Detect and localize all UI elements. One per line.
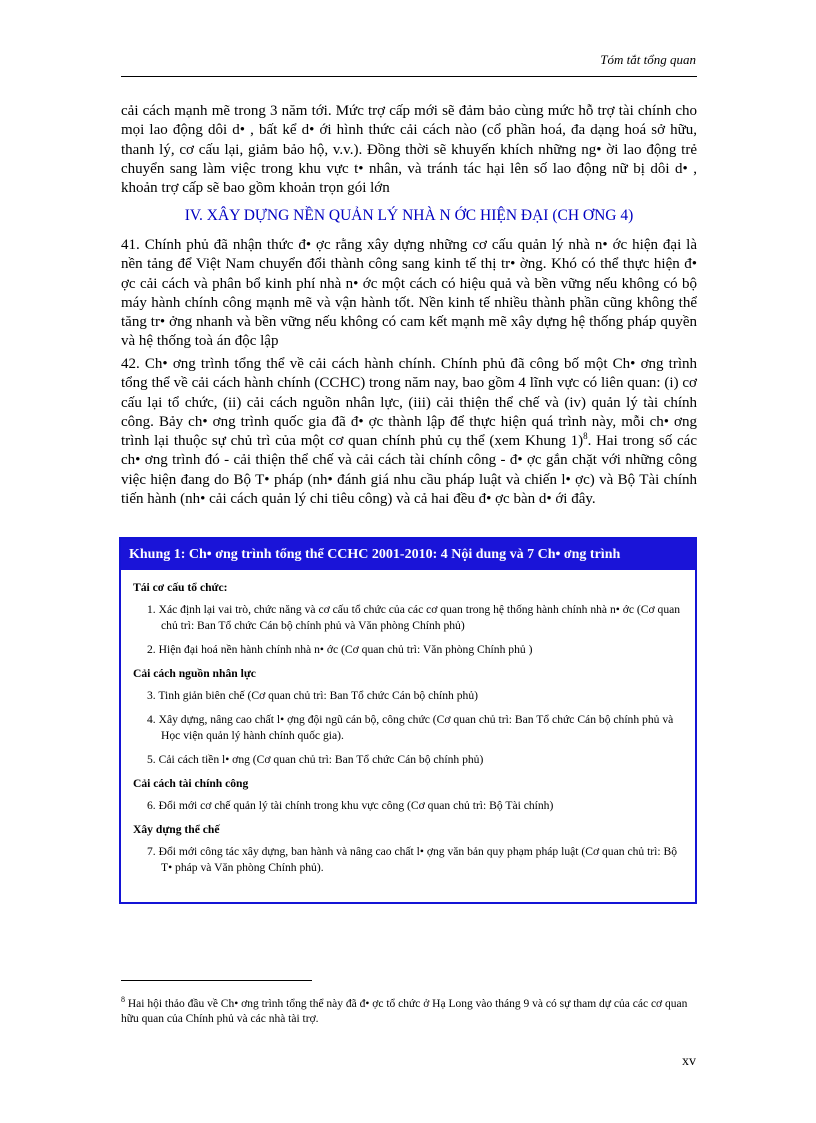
page-number: xv (682, 1054, 696, 1069)
paragraph-42-part-1: 42. Ch• ơng trình tổng thể về cải cách hành chính. Chính phủ đã công bố một Ch• ơng trình tổng thể về cải cách hành chính (CCHC) trong năm nay, bao gồm 4 lĩnh vực có liên quan: (i) cơ cấu lại tổ chức, (ii) cải cách nguồn nhân lực, (iii) cải thiện thể chế và (iv) quản lý tài chính công. Bảy ch• ơng trình quốc gia đã đ• ợc thành lập để thực hiện quá trình này, mỗi ch• ơng trình lại thuộc sự chủ trì của một cơ quan chính phủ cụ thể (xem Khung 1) (121, 356, 697, 450)
footnote-mark: 8 (121, 995, 125, 1004)
box-section-heading: Cải cách nguồn nhân lực (133, 667, 256, 680)
footnote-rule (121, 980, 312, 981)
box-1 (119, 537, 697, 904)
box-list-item: 3. Tinh giản biên chế (Cơ quan chủ trì: Ban Tổ chức Cán bộ chính phủ) (147, 689, 478, 702)
paragraph-41: 41. Chính phủ đã nhận thức đ• ợc rằng xây dựng những cơ cấu quản lý nhà n• ớc hiện đại là nền tảng để Việt Nam chuyển đổi thành công sang kinh tế thị tr• ờng. Khó có thể thực hiện đ• ợc cải cách và phân bổ kinh phí nhà n• ớc một cách có hiệu quả và bền vững nếu không có bộ máy hành chính công mạnh mẽ và vận hành tốt. Nền kinh tế nhiều thành phần cũng không thể tăng tr• ởng nhanh và bền vững nếu không có cam kết mạnh mẽ xây dựng hệ thống pháp quyền và hệ thống toà án độc lập (121, 237, 697, 350)
box-list-item: 4. Xây dựng, nâng cao chất l• ợng đội ngũ cán bộ, công chức (Cơ quan chủ trì: Ban Tổ chức Cán bộ chính phủ và Học viện quản lý hành chính quốc gia). (147, 713, 674, 742)
box-section-heading: Tái cơ cấu tổ chức: (133, 581, 228, 594)
paragraph-42 (121, 355, 697, 509)
box-section-heading: Cải cách tài chính công (133, 777, 249, 790)
running-header: Tóm tắt tổng quan (600, 52, 696, 67)
box-list-item: 7. Đổi mới công tác xây dựng, ban hành và nâng cao chất l• ợng văn bản quy phạm pháp luật (Cơ quan chủ trì: Bộ T• pháp và Văn phòng Chính phủ). (147, 845, 678, 874)
footnote-reference: 8 (583, 431, 588, 442)
footnote-text: Hai hội thảo đầu về Ch• ơng trình tổng thể này đã đ• ợc tổ chức ở Hạ Long vào tháng 9 và có sự tham dự của các cơ quan hữu quan của Chính phủ và các nhà tài trợ. (121, 997, 688, 1025)
box-list-item: 2. Hiện đại hoá nền hành chính nhà n• ớc (Cơ quan chủ trì: Văn phòng Chính phủ ) (147, 643, 533, 656)
box-list-item: 1. Xác định lại vai trò, chức năng và cơ cấu tổ chức của các cơ quan trong hệ thống hành chính nhà n• ớc (Cơ quan chủ trì: Ban Tổ chức Cán bộ chính phủ và Văn phòng Chính phủ) (147, 603, 681, 632)
intro-paragraph: cải cách mạnh mẽ trong 3 năm tới. Mức trợ cấp mới sẽ đảm bảo cùng mức hỗ trợ tài chính cho mọi lao động dôi d• , bất kể d• ới hình thức cải cách nào (cổ phần hoá, đa dạng hoá sở hữu, thanh lý, cơ cấu lại, giảm bảo hộ, v.v.). Đồng thời sẽ khuyến khích những ng• ời lao động trẻ chuyển sang làm việc trong khu vực t• nhân, và tránh tác hại lên số lao động nữ bị dôi d• , khoản trợ cấp sẽ bao gồm khoản trọn gói lớn (121, 103, 697, 197)
box-section-heading: Xây dựng thể chế (133, 823, 220, 836)
box-list-item: 5. Cải cách tiền l• ơng (Cơ quan chủ trì: Ban Tổ chức Cán bộ chính phủ) (147, 753, 484, 766)
box-title: Khung 1: Ch• ơng trình tổng thể CCHC 2001-2010: 4 Nội dung và 7 Ch• ơng trình (121, 539, 695, 570)
footnote (121, 992, 697, 1027)
paragraph-42-part-2: . Hai trong số các ch• ơng trình đó - cải thiện thể chế và cải cách tài chính công - đ• ợc gắn chặt với những công việc hiện đang do Bộ T• pháp (nh• đánh giá nhu cầu pháp luật và chiến l• ợc) và Bộ Tài chính tiến hành (nh• cải cách quản lý chi tiêu công) và cả hai đều đ• ợc bàn d• ới đây. (121, 433, 697, 508)
box-list-item: 6. Đổi mới cơ chế quản lý tài chính trong khu vực công (Cơ quan chủ trì: Bộ Tài chính) (147, 799, 554, 812)
section-heading: IV. XÂY DỰNG NỀN QUẢN LÝ NHÀ N ỚC HIỆN ĐẠI (CH ƠNG 4) (184, 207, 634, 224)
box-body (121, 570, 695, 876)
header-rule (121, 76, 697, 77)
